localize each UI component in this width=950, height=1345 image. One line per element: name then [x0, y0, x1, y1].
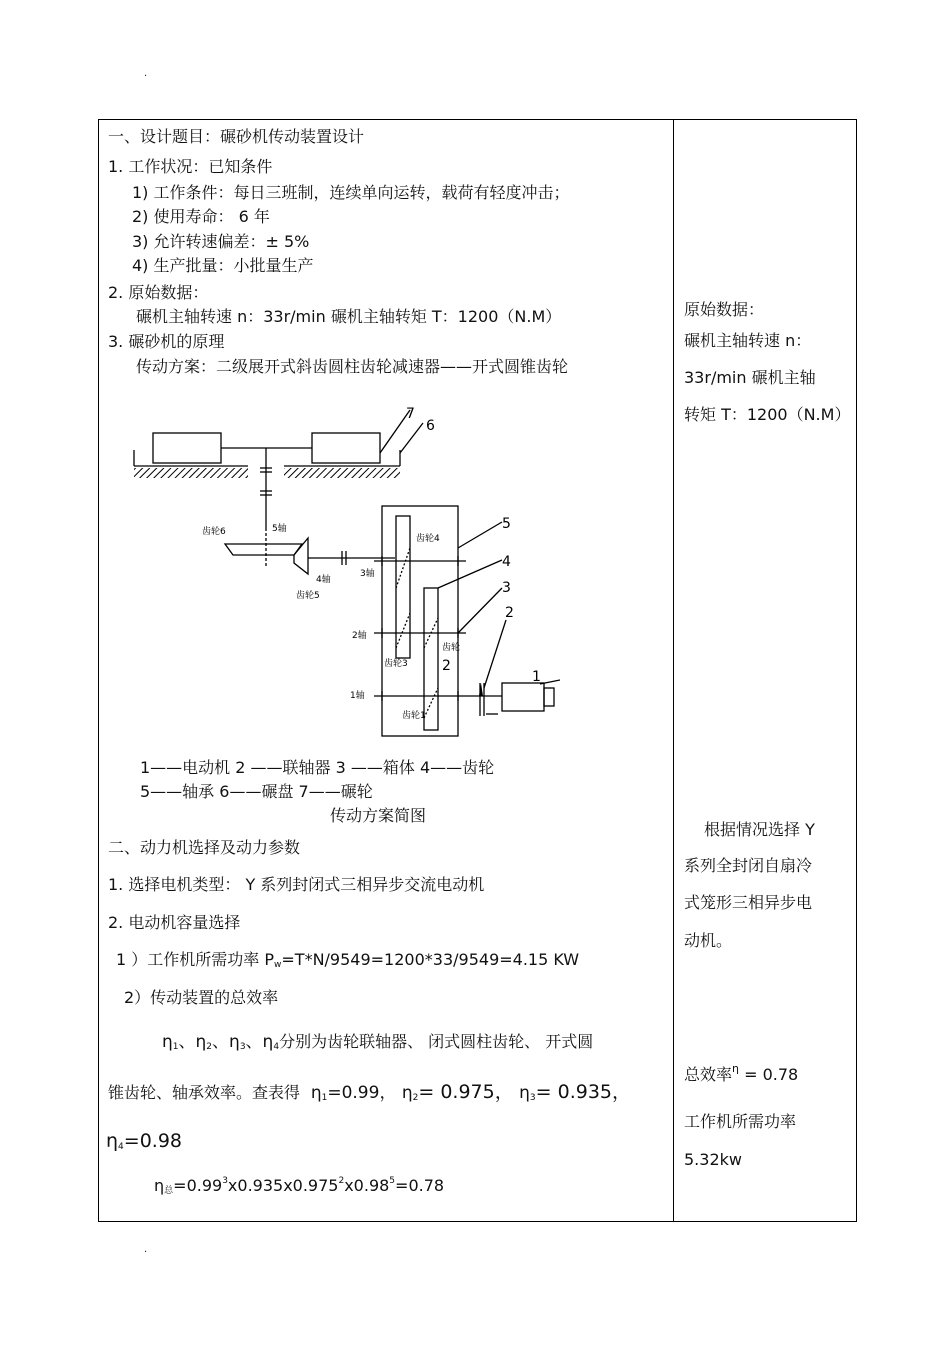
page-dot-top: .	[144, 68, 148, 79]
transmission-scheme: 传动方案：二级展开式斜齿圆柱齿轮减速器——开式圆锥齿轮	[136, 357, 569, 376]
side-motor-note: 系列全封闭自扇冷	[684, 856, 813, 875]
label-3: 3	[502, 580, 511, 596]
side-original-data-line: 转矩 T：1200（N.M）	[684, 405, 851, 424]
condition-item: 4) 生产批量：小批量生产	[132, 256, 314, 275]
side-motor-note: 动机。	[684, 931, 733, 950]
label-2: 2	[505, 605, 514, 621]
principle-heading: 3. 碾砂机的原理	[108, 332, 225, 351]
side-power-value: 5.32kw	[684, 1150, 742, 1169]
original-data-values: 碾机主轴转速 n：33r/min 碾机主轴转矩 T：1200（N.M）	[136, 307, 562, 326]
condition-item: 2) 使用寿命： 6 年	[132, 207, 270, 226]
condition-item: 1) 工作条件：每日三班制，连续单向运转，载荷有轻度冲击；	[132, 183, 570, 202]
side-original-data-line: 碾机主轴转速 n：	[684, 331, 812, 350]
label-axis3: 3轴	[360, 569, 375, 579]
label-gear3: 齿轮3	[384, 659, 408, 669]
label-gear1: 齿轮1	[402, 711, 426, 721]
side-motor-note: 式笼形三相异步电	[684, 893, 813, 912]
working-conditions-heading: 1. 工作状况：已知条件	[108, 157, 273, 176]
section2-title: 二、动力机选择及动力参数	[108, 838, 301, 857]
label-1: 1	[532, 669, 541, 685]
side-original-data-title: 原始数据：	[684, 300, 765, 319]
label-7: 7	[406, 406, 415, 422]
original-data-heading: 2. 原始数据：	[108, 283, 209, 302]
label-axis5: 5轴	[272, 524, 287, 534]
condition-item: 3) 允许转速偏差：± 5%	[132, 232, 310, 251]
label-axis2: 2轴	[352, 631, 367, 641]
legend-line-1: 1——电动机 2 ——联轴器 3 ——箱体 4——齿轮	[140, 758, 495, 777]
diagram-caption: 传动方案简图	[330, 806, 427, 825]
side-motor-note: 根据情况选择 Y	[704, 820, 815, 839]
label-5: 5	[502, 516, 511, 532]
label-gear5: 齿轮5	[296, 591, 320, 601]
motor-type: 1. 选择电机类型： Y 系列封闭式三相异步交流电动机	[108, 875, 485, 894]
label-gear4: 齿轮4	[416, 534, 440, 544]
eta4-value: $\eta_4=0.98$	[106, 1130, 183, 1152]
column-divider	[673, 119, 674, 1221]
transmission-diagram	[120, 398, 560, 746]
efficiency-values: 锥齿轮、轴承效率。查表得 $\eta_1=0.99$， $\eta_2= 0.975$， $\eta_3= 0.935$，	[108, 1081, 632, 1103]
efficiency-heading: 2）传动装置的总效率	[124, 988, 279, 1007]
efficiency-definition: $\eta_1$、$\eta_2$、$\eta_3$、$\eta_4$分别为齿轮联轴器、 闭式圆柱齿轮、 开式圆	[162, 1032, 594, 1052]
label-gear-mid: 齿轮	[442, 643, 461, 653]
page-dot-bottom: .	[144, 1244, 148, 1255]
label-gear-2-number: 2	[442, 658, 451, 674]
label-axis1: 1轴	[350, 691, 365, 701]
side-total-efficiency: 总效率$^\eta$ = 0.78	[684, 1062, 799, 1084]
legend-line-2: 5——轴承 6——碾盘 7——碾轮	[140, 782, 373, 801]
label-4: 4	[502, 554, 511, 570]
label-6: 6	[426, 418, 435, 434]
side-original-data-line: 33r/min 碾机主轴	[684, 368, 816, 387]
side-power-label: 工作机所需功率	[684, 1112, 797, 1131]
total-efficiency-formula: $\eta_总=0.99^3x0.935x0.975^2x0.98^5=0.78$	[154, 1176, 445, 1196]
label-axis4: 4轴	[316, 575, 331, 585]
label-gear6: 齿轮6	[202, 527, 226, 537]
required-power-formula: 1 ）工作机所需功率 $P_w=T*N/9549=1200*33/9549=4.15$ KW	[116, 950, 580, 970]
motor-capacity-heading: 2. 电动机容量选择	[108, 913, 241, 932]
section1-title: 一、设计题目：碾砂机传动装置设计	[108, 127, 365, 146]
